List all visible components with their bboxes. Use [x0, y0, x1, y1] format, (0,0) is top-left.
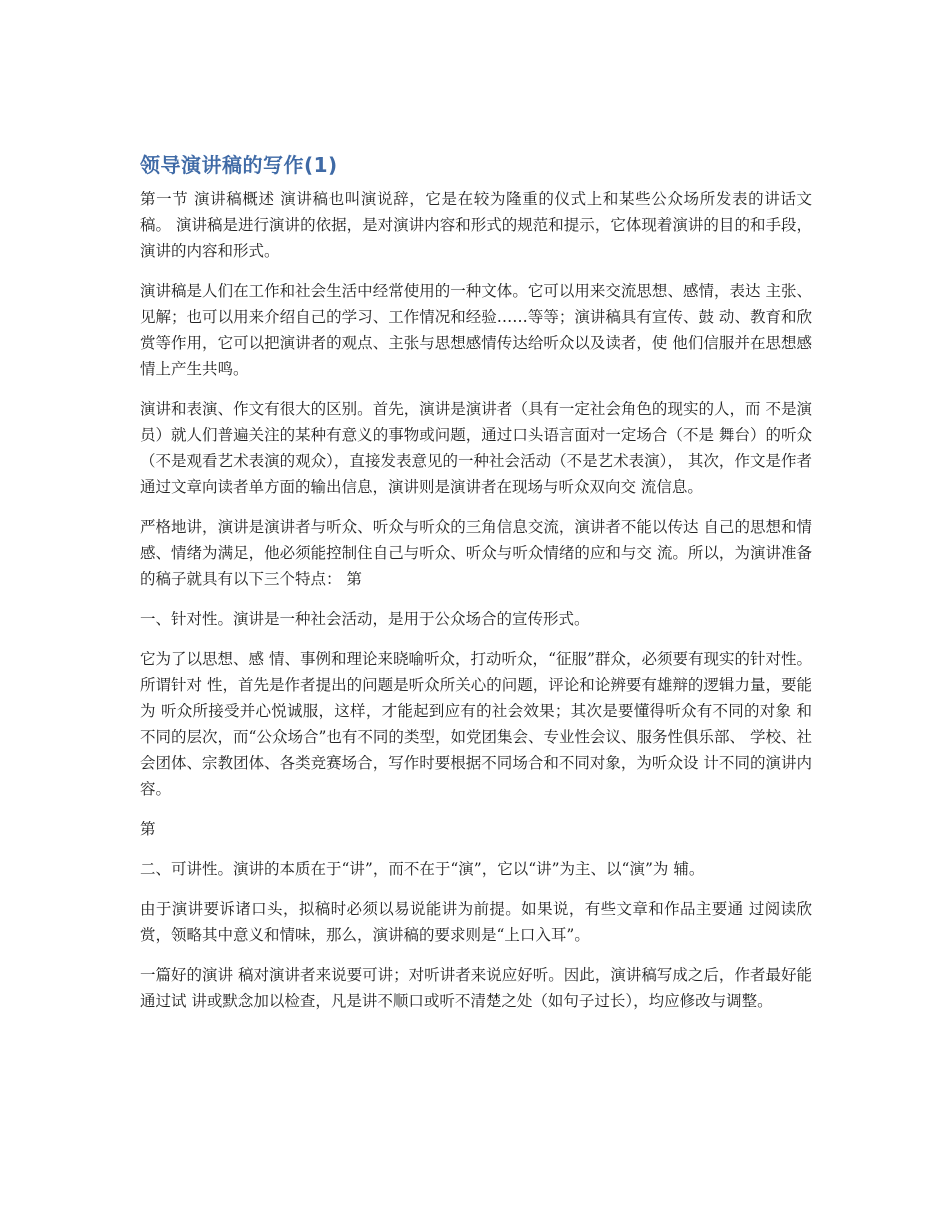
- paragraph-section-marker: 第: [140, 820, 156, 838]
- paragraph-difference: 演讲和表演、作文有很大的区别。首先，演讲是演讲者（具有一定社会角色的现实的人，而 不是演员）就人们普遍关注的某种有意义的事物或问题，通过口头语言面对一定场合（不是 舞台）的听众（不是观看艺术表演的观众），直接发表意见的一种社会活动（不是艺术表演）， 其次，作文是作者通过文章向读者单方面的输出信息，演讲则是演讲者在现场与听众双向交 流信息。: [140, 400, 812, 496]
- document-title: 领导演讲稿的写作(1): [140, 153, 338, 177]
- paragraph-speakability-heading: 二、可讲性。演讲的本质在于“讲”，而不在于“演”，它以“讲”为主、以“演”为 辅。: [140, 860, 705, 878]
- paragraph-pertinence-heading: 一、针对性。演讲是一种社会活动，是用于公众场合的宣传形式。: [140, 610, 590, 628]
- paragraph-speakability-body: 由于演讲要诉诸口头，拟稿时必须以易说能讲为前提。如果说，有些文章和作品主要通 过阅读欣赏，领略其中意义和情味，那么，演讲稿的要求则是“上口入耳”。: [140, 900, 812, 944]
- paragraph-exchange: 严格地讲，演讲是演讲者与听众、听众与听众的三角信息交流，演讲者不能以传达 自己的思想和情感、情绪为满足，他必须能控制住自己与听众、听众与听众情绪的应和与交 流。所以，为演讲准备的稿子就具有以下三个特点： 第: [140, 518, 812, 588]
- paragraph-revision: 一篇好的演讲 稿对演讲者来说要可讲；对听讲者来说应好听。因此，演讲稿写成之后，作者最好能通过试 讲或默念加以检查，凡是讲不顺口或听不清楚之处（如句子过长），均应修改与调整。: [140, 966, 812, 1010]
- paragraph-overview: 第一节 演讲稿概述 演讲稿也叫演说辞，它是在较为隆重的仪式上和某些公众场所发表的讲话文稿。 演讲稿是进行演讲的依据，是对演讲内容和形式的规范和提示，它体现着演讲的目的和手段， 演讲的内容和形式。: [140, 190, 812, 260]
- document-page: [140, 150, 812, 1028]
- paragraph-genre: 演讲稿是人们在工作和社会生活中经常使用的一种文体。它可以用来交流思想、感情，表达 主张、见解；也可以用来介绍自己的学习、工作情况和经验……等等；演讲稿具有宣传、鼓 动、教育和欣赏等作用，它可以把演讲者的观点、主张与思想感情传达给听众以及读者，使 他们信服并在思想感情上产生共鸣。: [140, 282, 812, 378]
- paragraph-pertinence-body: 它为了以思想、感 情、事例和理论来晓喻听众，打动听众，“征服”群众，必须要有现实的针对性。所谓针对 性，首先是作者提出的问题是听众所关心的问题，评论和论辨要有雄辩的逻辑力量，要能为 听众所接受并心悦诚服，这样，才能起到应有的社会效果；其次是要懂得听众有不同的对象 和不同的层次，而“公众场合”也有不同的类型，如党团集会、专业性会议、服务性俱乐部、 学校、社会团体、宗教团体、各类竞赛场合，写作时要根据不同场合和不同对象，为听众设 计不同的演讲内容。: [140, 650, 812, 798]
